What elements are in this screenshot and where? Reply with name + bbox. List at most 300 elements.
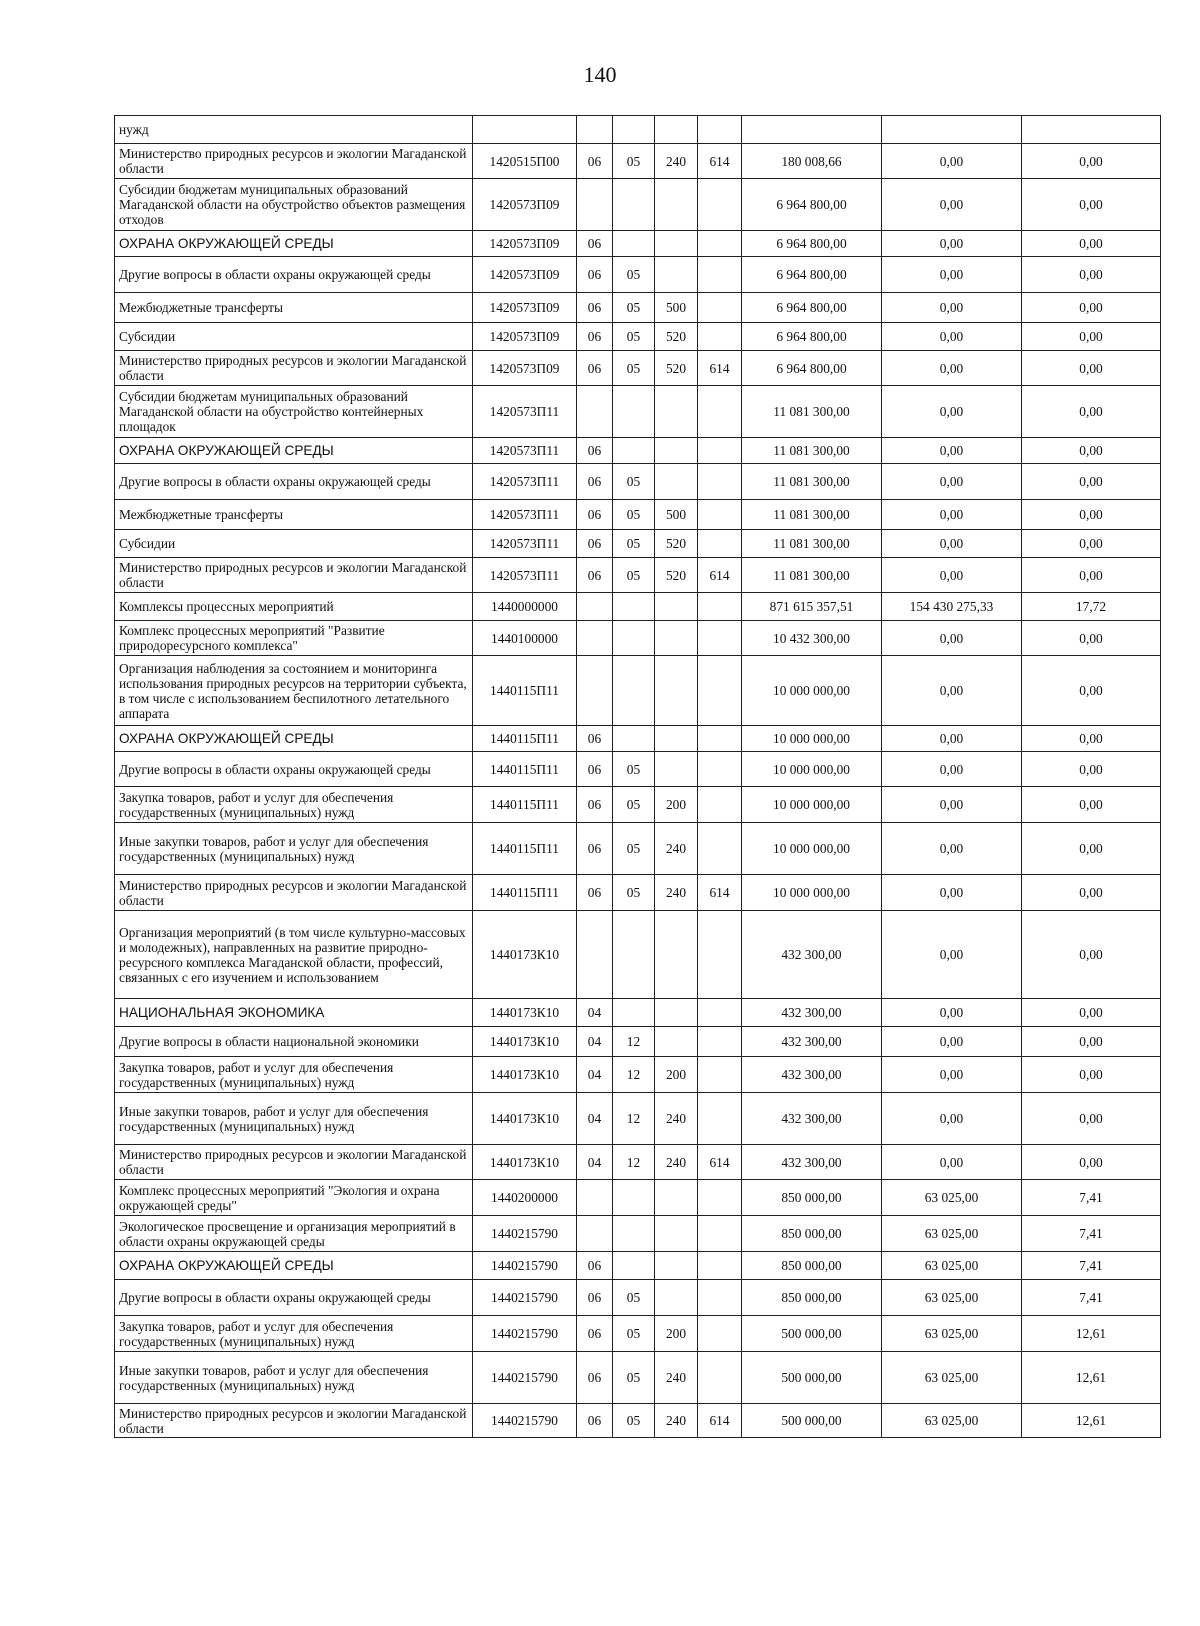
cell-expense-type [655, 726, 698, 752]
cell-code: 1440173К10 [473, 1027, 577, 1057]
cell-subsection [613, 999, 655, 1027]
cell-name: Министерство природных ресурсов и экологии Магаданской области [115, 875, 473, 911]
cell-admin-code [698, 1352, 742, 1404]
cell-percent: 0,00 [1022, 1093, 1161, 1145]
cell-subsection: 12 [613, 1093, 655, 1145]
cell-percent: 17,72 [1022, 593, 1161, 621]
table-row [115, 1316, 1161, 1352]
table-row [115, 1057, 1161, 1093]
cell-subsection: 05 [613, 144, 655, 179]
cell-admin-code [698, 593, 742, 621]
cell-code: 1440200000 [473, 1180, 577, 1216]
cell-expense-type [655, 911, 698, 999]
cell-admin-code [698, 257, 742, 293]
cell-subsection: 12 [613, 1145, 655, 1180]
cell-code: 1420573П11 [473, 438, 577, 464]
cell-section: 06 [577, 257, 613, 293]
cell-code: 1440115П11 [473, 656, 577, 726]
cell-planned: 500 000,00 [742, 1404, 882, 1438]
table-row [115, 1027, 1161, 1057]
cell-expense-type: 240 [655, 1145, 698, 1180]
cell-expense-type: 520 [655, 351, 698, 386]
cell-planned: 500 000,00 [742, 1316, 882, 1352]
cell-percent: 0,00 [1022, 231, 1161, 257]
cell-executed: 63 025,00 [882, 1216, 1022, 1252]
cell-subsection: 05 [613, 530, 655, 558]
cell-executed: 63 025,00 [882, 1252, 1022, 1280]
cell-percent: 0,00 [1022, 464, 1161, 500]
table-row [115, 1252, 1161, 1280]
cell-executed: 0,00 [882, 351, 1022, 386]
cell-section: 04 [577, 999, 613, 1027]
cell-executed: 0,00 [882, 1057, 1022, 1093]
table-row [115, 875, 1161, 911]
cell-admin-code [698, 530, 742, 558]
cell-code: 1440173К10 [473, 1093, 577, 1145]
cell-expense-type: 240 [655, 1404, 698, 1438]
cell-section: 06 [577, 500, 613, 530]
cell-section: 06 [577, 231, 613, 257]
cell-code: 1440115П11 [473, 823, 577, 875]
cell-planned: 10 432 300,00 [742, 621, 882, 656]
cell-executed: 63 025,00 [882, 1280, 1022, 1316]
cell-name: Другие вопросы в области охраны окружающей среды [115, 257, 473, 293]
cell-expense-type: 240 [655, 875, 698, 911]
cell-name: Министерство природных ресурсов и экологии Магаданской области [115, 558, 473, 593]
cell-subsection: 05 [613, 500, 655, 530]
cell-section: 06 [577, 1404, 613, 1438]
cell-percent: 7,41 [1022, 1216, 1161, 1252]
cell-admin-code [698, 116, 742, 144]
cell-section: 04 [577, 1093, 613, 1145]
cell-expense-type [655, 464, 698, 500]
cell-code: 1440115П11 [473, 752, 577, 787]
cell-planned: 10 000 000,00 [742, 752, 882, 787]
cell-executed: 0,00 [882, 1093, 1022, 1145]
cell-name: Организация мероприятий (в том числе культурно-массовых и молодежных), направленных на развитие природно-ресурсного комплекса Магаданской области, профессий, связанных с его изучением и использованием [115, 911, 473, 999]
cell-section: 06 [577, 875, 613, 911]
cell-executed: 0,00 [882, 823, 1022, 875]
cell-expense-type: 200 [655, 1057, 698, 1093]
table-row [115, 231, 1161, 257]
cell-section: 06 [577, 558, 613, 593]
cell-percent: 0,00 [1022, 500, 1161, 530]
cell-subsection: 12 [613, 1027, 655, 1057]
cell-planned: 6 964 800,00 [742, 257, 882, 293]
cell-admin-code [698, 999, 742, 1027]
table-row [115, 1216, 1161, 1252]
cell-subsection: 05 [613, 1280, 655, 1316]
cell-subsection: 05 [613, 1404, 655, 1438]
budget-table [114, 115, 1161, 1438]
cell-subsection [613, 231, 655, 257]
cell-code: 1420573П09 [473, 231, 577, 257]
cell-admin-code [698, 179, 742, 231]
cell-percent: 0,00 [1022, 386, 1161, 438]
cell-code: 1440215790 [473, 1316, 577, 1352]
cell-percent: 0,00 [1022, 323, 1161, 351]
cell-planned: 432 300,00 [742, 1057, 882, 1093]
cell-section [577, 1216, 613, 1252]
cell-code: 1420573П11 [473, 530, 577, 558]
cell-code: 1420573П09 [473, 323, 577, 351]
cell-admin-code: 614 [698, 1145, 742, 1180]
cell-subsection [613, 116, 655, 144]
cell-subsection: 12 [613, 1057, 655, 1093]
cell-executed: 0,00 [882, 752, 1022, 787]
cell-expense-type: 240 [655, 823, 698, 875]
cell-code: 1440115П11 [473, 875, 577, 911]
cell-code: 1440000000 [473, 593, 577, 621]
cell-section [577, 621, 613, 656]
cell-percent: 7,41 [1022, 1252, 1161, 1280]
cell-expense-type [655, 231, 698, 257]
cell-section [577, 179, 613, 231]
cell-admin-code [698, 656, 742, 726]
cell-name: Другие вопросы в области охраны окружающей среды [115, 1280, 473, 1316]
cell-section: 06 [577, 1352, 613, 1404]
table-body [115, 116, 1161, 1438]
cell-name: Субсидии [115, 530, 473, 558]
cell-percent: 0,00 [1022, 1027, 1161, 1057]
cell-admin-code [698, 500, 742, 530]
cell-planned: 432 300,00 [742, 911, 882, 999]
cell-percent: 0,00 [1022, 656, 1161, 726]
cell-expense-type [655, 752, 698, 787]
cell-planned: 11 081 300,00 [742, 558, 882, 593]
cell-name: Закупка товаров, работ и услуг для обеспечения государственных (муниципальных) нужд [115, 787, 473, 823]
cell-code: 1420515П00 [473, 144, 577, 179]
cell-section: 06 [577, 144, 613, 179]
cell-expense-type [655, 179, 698, 231]
cell-subsection: 05 [613, 293, 655, 323]
cell-subsection [613, 1252, 655, 1280]
cell-planned: 432 300,00 [742, 1145, 882, 1180]
cell-percent: 0,00 [1022, 558, 1161, 593]
cell-subsection [613, 1180, 655, 1216]
cell-planned: 10 000 000,00 [742, 656, 882, 726]
cell-subsection [613, 621, 655, 656]
cell-planned: 432 300,00 [742, 1027, 882, 1057]
table-row [115, 116, 1161, 144]
cell-subsection [613, 1216, 655, 1252]
cell-subsection: 05 [613, 351, 655, 386]
table-row [115, 1145, 1161, 1180]
cell-planned: 850 000,00 [742, 1252, 882, 1280]
cell-executed [882, 116, 1022, 144]
cell-expense-type [655, 1180, 698, 1216]
table-row [115, 726, 1161, 752]
cell-admin-code [698, 1027, 742, 1057]
cell-expense-type [655, 1280, 698, 1316]
cell-code: 1440100000 [473, 621, 577, 656]
cell-admin-code [698, 438, 742, 464]
cell-code: 1440215790 [473, 1216, 577, 1252]
cell-subsection: 05 [613, 323, 655, 351]
cell-expense-type [655, 656, 698, 726]
cell-expense-type: 520 [655, 558, 698, 593]
cell-planned: 10 000 000,00 [742, 726, 882, 752]
cell-name: Субсидии бюджетам муниципальных образований Магаданской области на обустройство контейнерных площадок [115, 386, 473, 438]
cell-name: нужд [115, 116, 473, 144]
cell-executed: 154 430 275,33 [882, 593, 1022, 621]
cell-admin-code [698, 386, 742, 438]
table-row [115, 351, 1161, 386]
cell-executed: 63 025,00 [882, 1404, 1022, 1438]
table-row [115, 911, 1161, 999]
cell-section: 04 [577, 1057, 613, 1093]
cell-expense-type: 240 [655, 1352, 698, 1404]
cell-expense-type [655, 1027, 698, 1057]
cell-planned: 10 000 000,00 [742, 875, 882, 911]
cell-name: ОХРАНА ОКРУЖАЮЩЕЙ СРЕДЫ [115, 438, 473, 464]
cell-subsection: 05 [613, 558, 655, 593]
cell-planned: 11 081 300,00 [742, 386, 882, 438]
cell-name: Министерство природных ресурсов и экологии Магаданской области [115, 351, 473, 386]
cell-name: Комплекс процессных мероприятий "Развитие природоресурсного комплекса" [115, 621, 473, 656]
cell-code: 1420573П09 [473, 293, 577, 323]
cell-name: ОХРАНА ОКРУЖАЮЩЕЙ СРЕДЫ [115, 1252, 473, 1280]
cell-admin-code [698, 293, 742, 323]
cell-section: 06 [577, 1252, 613, 1280]
cell-executed: 0,00 [882, 144, 1022, 179]
cell-executed: 0,00 [882, 787, 1022, 823]
cell-expense-type: 520 [655, 530, 698, 558]
cell-planned: 500 000,00 [742, 1352, 882, 1404]
cell-admin-code [698, 1280, 742, 1316]
cell-percent: 0,00 [1022, 726, 1161, 752]
table-row [115, 999, 1161, 1027]
cell-admin-code [698, 726, 742, 752]
cell-executed: 0,00 [882, 558, 1022, 593]
cell-name: Организация наблюдения за состоянием и мониторинга использования природных ресурсов на территории субъекта, в том числе с использованием беспилотного летательного аппарата [115, 656, 473, 726]
cell-percent: 0,00 [1022, 823, 1161, 875]
cell-subsection [613, 438, 655, 464]
cell-name: Иные закупки товаров, работ и услуг для обеспечения государственных (муниципальных) нужд [115, 823, 473, 875]
cell-executed: 0,00 [882, 464, 1022, 500]
table-row [115, 144, 1161, 179]
cell-planned: 432 300,00 [742, 1093, 882, 1145]
cell-percent: 0,00 [1022, 875, 1161, 911]
cell-percent: 0,00 [1022, 179, 1161, 231]
cell-code: 1440173К10 [473, 1145, 577, 1180]
table-row [115, 293, 1161, 323]
cell-name: Другие вопросы в области национальной экономики [115, 1027, 473, 1057]
cell-section [577, 911, 613, 999]
cell-subsection: 05 [613, 823, 655, 875]
cell-section: 06 [577, 752, 613, 787]
cell-planned: 6 964 800,00 [742, 179, 882, 231]
cell-code: 1420573П09 [473, 351, 577, 386]
cell-subsection: 05 [613, 464, 655, 500]
cell-percent: 7,41 [1022, 1280, 1161, 1316]
cell-planned: 432 300,00 [742, 999, 882, 1027]
cell-expense-type: 520 [655, 323, 698, 351]
cell-section: 06 [577, 726, 613, 752]
cell-section: 06 [577, 1280, 613, 1316]
cell-admin-code [698, 787, 742, 823]
cell-subsection [613, 911, 655, 999]
cell-percent: 0,00 [1022, 438, 1161, 464]
cell-expense-type: 240 [655, 1093, 698, 1145]
cell-name: Закупка товаров, работ и услуг для обеспечения государственных (муниципальных) нужд [115, 1057, 473, 1093]
cell-percent: 0,00 [1022, 1057, 1161, 1093]
cell-code [473, 116, 577, 144]
table-row [115, 500, 1161, 530]
cell-executed: 0,00 [882, 999, 1022, 1027]
cell-name: Субсидии [115, 323, 473, 351]
cell-planned: 11 081 300,00 [742, 464, 882, 500]
cell-code: 1440173К10 [473, 911, 577, 999]
cell-name: Закупка товаров, работ и услуг для обеспечения государственных (муниципальных) нужд [115, 1316, 473, 1352]
table-row [115, 656, 1161, 726]
cell-admin-code [698, 1180, 742, 1216]
cell-subsection: 05 [613, 1316, 655, 1352]
cell-admin-code [698, 323, 742, 351]
cell-code: 1420573П09 [473, 179, 577, 231]
cell-expense-type: 500 [655, 500, 698, 530]
cell-percent: 0,00 [1022, 351, 1161, 386]
cell-admin-code: 614 [698, 875, 742, 911]
cell-planned: 6 964 800,00 [742, 323, 882, 351]
cell-planned: 10 000 000,00 [742, 823, 882, 875]
cell-percent: 12,61 [1022, 1352, 1161, 1404]
cell-section: 06 [577, 293, 613, 323]
cell-expense-type: 500 [655, 293, 698, 323]
table-row [115, 593, 1161, 621]
cell-executed: 63 025,00 [882, 1180, 1022, 1216]
cell-subsection [613, 726, 655, 752]
cell-name: Другие вопросы в области охраны окружающей среды [115, 752, 473, 787]
cell-section: 06 [577, 351, 613, 386]
cell-name: Министерство природных ресурсов и экологии Магаданской области [115, 144, 473, 179]
cell-percent: 0,00 [1022, 1145, 1161, 1180]
cell-section: 06 [577, 823, 613, 875]
cell-subsection: 05 [613, 257, 655, 293]
cell-percent: 0,00 [1022, 999, 1161, 1027]
table-row [115, 530, 1161, 558]
cell-executed: 0,00 [882, 1145, 1022, 1180]
table-row [115, 464, 1161, 500]
table-row [115, 179, 1161, 231]
cell-subsection: 05 [613, 1352, 655, 1404]
cell-admin-code [698, 823, 742, 875]
cell-code: 1420573П11 [473, 464, 577, 500]
cell-section: 06 [577, 464, 613, 500]
cell-percent: 0,00 [1022, 293, 1161, 323]
cell-percent: 0,00 [1022, 752, 1161, 787]
cell-name: Иные закупки товаров, работ и услуг для обеспечения государственных (муниципальных) нужд [115, 1093, 473, 1145]
cell-section: 04 [577, 1027, 613, 1057]
table-row [115, 1280, 1161, 1316]
cell-name: Комплексы процессных мероприятий [115, 593, 473, 621]
cell-code: 1440215790 [473, 1352, 577, 1404]
cell-name: Другие вопросы в области охраны окружающей среды [115, 464, 473, 500]
cell-expense-type [655, 257, 698, 293]
cell-planned: 850 000,00 [742, 1216, 882, 1252]
cell-executed: 0,00 [882, 726, 1022, 752]
cell-expense-type [655, 593, 698, 621]
cell-executed: 63 025,00 [882, 1352, 1022, 1404]
cell-name: Министерство природных ресурсов и экологии Магаданской области [115, 1145, 473, 1180]
cell-planned: 10 000 000,00 [742, 787, 882, 823]
cell-subsection: 05 [613, 875, 655, 911]
cell-expense-type [655, 116, 698, 144]
cell-executed: 63 025,00 [882, 1316, 1022, 1352]
cell-planned: 6 964 800,00 [742, 351, 882, 386]
cell-name: ОХРАНА ОКРУЖАЮЩЕЙ СРЕДЫ [115, 726, 473, 752]
cell-executed: 0,00 [882, 875, 1022, 911]
cell-planned: 11 081 300,00 [742, 438, 882, 464]
cell-executed: 0,00 [882, 231, 1022, 257]
cell-section [577, 656, 613, 726]
cell-admin-code: 614 [698, 144, 742, 179]
table-row [115, 1404, 1161, 1438]
cell-executed: 0,00 [882, 621, 1022, 656]
cell-code: 1420573П09 [473, 257, 577, 293]
cell-admin-code [698, 464, 742, 500]
cell-expense-type: 200 [655, 787, 698, 823]
cell-expense-type [655, 999, 698, 1027]
cell-name: ОХРАНА ОКРУЖАЮЩЕЙ СРЕДЫ [115, 231, 473, 257]
cell-admin-code [698, 911, 742, 999]
cell-executed: 0,00 [882, 293, 1022, 323]
cell-planned: 180 008,66 [742, 144, 882, 179]
cell-executed: 0,00 [882, 386, 1022, 438]
cell-planned: 11 081 300,00 [742, 500, 882, 530]
table-row [115, 1093, 1161, 1145]
table-row [115, 323, 1161, 351]
cell-name: Межбюджетные трансферты [115, 500, 473, 530]
cell-admin-code [698, 1057, 742, 1093]
cell-code: 1440115П11 [473, 787, 577, 823]
cell-section [577, 116, 613, 144]
cell-executed: 0,00 [882, 530, 1022, 558]
cell-admin-code [698, 1093, 742, 1145]
cell-planned: 850 000,00 [742, 1180, 882, 1216]
cell-subsection: 05 [613, 787, 655, 823]
cell-code: 1440173К10 [473, 1057, 577, 1093]
table-row [115, 787, 1161, 823]
cell-planned: 6 964 800,00 [742, 231, 882, 257]
table-row [115, 823, 1161, 875]
cell-section: 06 [577, 530, 613, 558]
cell-percent: 7,41 [1022, 1180, 1161, 1216]
cell-admin-code: 614 [698, 558, 742, 593]
cell-executed: 0,00 [882, 656, 1022, 726]
page-number: 140 [583, 62, 617, 87]
cell-admin-code: 614 [698, 351, 742, 386]
cell-section [577, 386, 613, 438]
cell-name: Межбюджетные трансферты [115, 293, 473, 323]
cell-code: 1440115П11 [473, 726, 577, 752]
cell-executed: 0,00 [882, 179, 1022, 231]
table-row [115, 438, 1161, 464]
cell-subsection [613, 593, 655, 621]
cell-expense-type: 240 [655, 144, 698, 179]
cell-percent: 0,00 [1022, 144, 1161, 179]
cell-expense-type [655, 621, 698, 656]
cell-planned [742, 116, 882, 144]
cell-executed: 0,00 [882, 1027, 1022, 1057]
cell-percent: 12,61 [1022, 1404, 1161, 1438]
cell-code: 1440215790 [473, 1280, 577, 1316]
table-row [115, 257, 1161, 293]
cell-admin-code [698, 621, 742, 656]
cell-expense-type [655, 438, 698, 464]
cell-name: Комплекс процессных мероприятий "Экология и охрана окружающей среды" [115, 1180, 473, 1216]
cell-planned: 850 000,00 [742, 1280, 882, 1316]
